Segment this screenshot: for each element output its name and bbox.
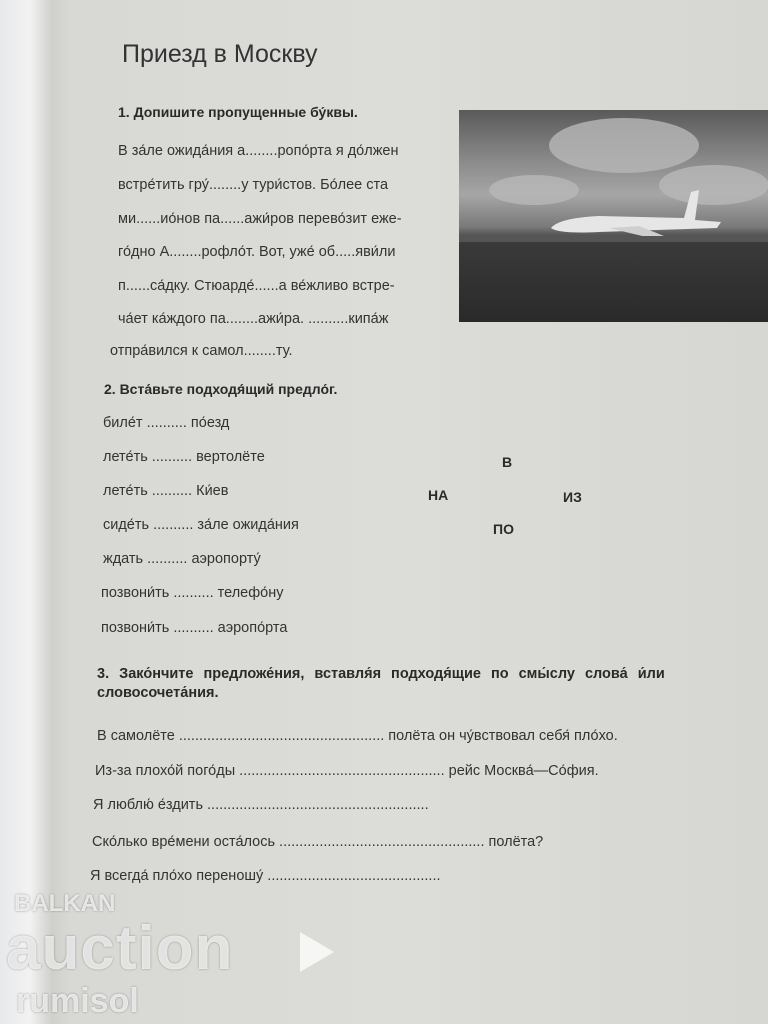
watermark-balkan: BALKAN (14, 890, 116, 917)
exercise-1-line: В за́ле ожида́ния а........ропо́рта я до́лжен (118, 143, 399, 159)
exercise-3-line: Я люблю́ е́здить ....................................................... (93, 797, 429, 813)
watermark-auction: auction (6, 914, 234, 983)
preposition-na: НА (428, 487, 449, 503)
airplane-photo (459, 110, 768, 322)
exercise-2-line: позвони́ть .......... телефо́ну (101, 585, 284, 601)
exercise-3-line: Ско́лько вре́мени оста́лось ................................................... полёта? (92, 834, 544, 850)
exercise-1-line: п......са́дку. Стюарде́......а ве́жливо встре- (118, 278, 395, 294)
exercise-1-line: отпра́вился к самол........ту. (110, 343, 293, 359)
exercise-1-line: ча́ет ка́ждого па........ажи́ра. ..........кипа́ж (118, 311, 389, 327)
exercise-3-heading-cont: словосочета́ния. (97, 685, 219, 701)
exercise-2-line: сиде́ть .......... за́ле ожида́ния (103, 517, 299, 533)
exercise-1-heading: 1. Допишите пропущенные бу́квы. (118, 104, 358, 120)
exercise-2-heading: 2. Вста́вьте подходя́щий предло́г. (104, 381, 338, 397)
exercise-1-line: встре́тить гру́........у тури́стов. Бо́лее ста (118, 177, 389, 193)
exercise-3-line: Из-за плохо́й пого́ды ................................................... рейс Москва́—Со́фия. (95, 763, 599, 779)
exercise-1-line: ми......ио́нов па......ажи́ров перево́зит еже- (118, 211, 402, 227)
preposition-v: В (502, 454, 513, 470)
exercise-3-line: Я всегда́ пло́хо переношу́ ........................................... (90, 868, 441, 884)
airplane-icon (459, 110, 768, 322)
play-icon (300, 932, 334, 972)
exercise-3-line: В самолёте ................................................... полёта он чу́вствовал себя́ пло́хо. (97, 728, 618, 744)
preposition-iz: ИЗ (563, 489, 582, 505)
exercise-2-line: биле́т .......... по́езд (103, 415, 230, 431)
watermark-rumisol: rumisol (16, 982, 139, 1020)
exercise-2-line: позвони́ть .......... аэропо́рта (101, 620, 288, 636)
exercise-3-heading: 3. Зако́нчите предложе́ния, вставля́я подходя́щие по смы́слу слова́ и́ли (97, 666, 665, 682)
page-title: Приезд в Москву (122, 40, 318, 68)
exercise-2-line: ждать .......... аэропорту́ (103, 551, 261, 567)
exercise-2-line: лете́ть .......... Ки́ев (103, 483, 229, 499)
preposition-po: ПО (493, 521, 514, 537)
exercise-1-line: го́дно А........рофло́т. Вот, уже́ об.....яви́ли (118, 244, 396, 260)
exercise-2-line: лете́ть .......... вертолёте (103, 449, 265, 465)
